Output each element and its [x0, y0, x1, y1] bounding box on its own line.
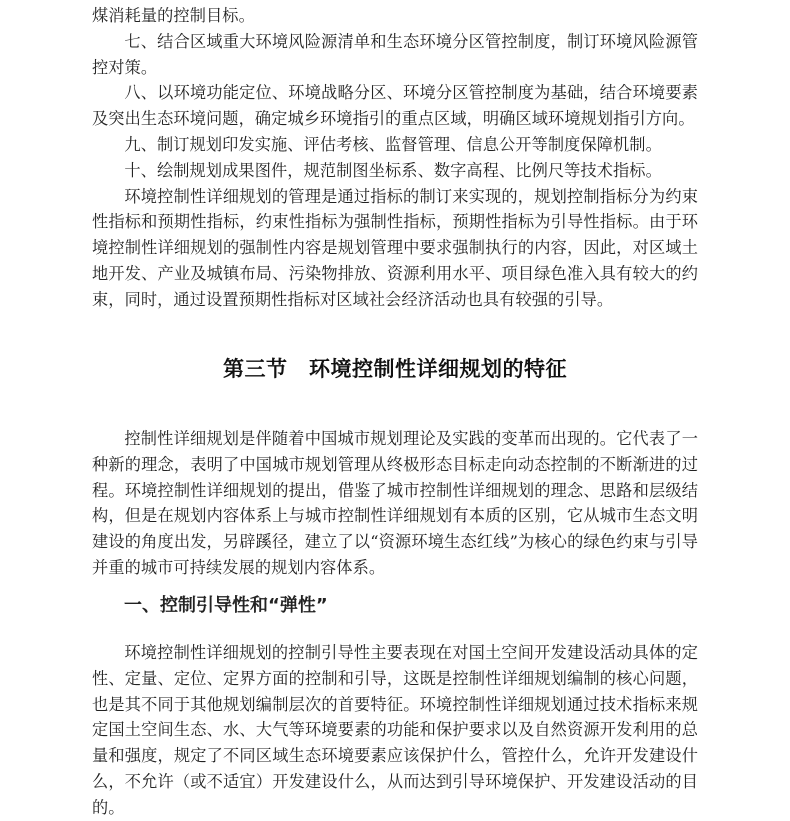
paragraph-control-guidance: 环境控制性详细规划的控制引导性主要表现在对国土空间开发建设活动具体的定性、定量、定位、定界方面的控制和引导，这既是控制性详细规划编制的核心问题，也是其不同于其他规划编制层次的首要特征。环境控制性详细规划通过技术指标来规定国土空间生态、水、大气等环境要素的功能和保护要求以及自然资源开发利用的总量和强度，规定了不同区域生态环境要素应该保护什么，管控什么，允许开发建设什么，不允许（或不适宜）开发建设什么，从而达到引导环境保护、开发建设活动的目的。 [92, 643, 698, 817]
paragraph-item-8: 八、以环境功能定位、环境战略分区、环境分区管控制度为基础，结合环境要素及突出生态环境问题，确定城乡环境指引的重点区域，明确区域环境规划指引方向。 [92, 83, 698, 129]
paragraph-continuation: 煤消耗量的控制目标。 [92, 6, 255, 25]
paragraph-item-10: 十、绘制规划成果图件，规范制图坐标系、数字高程、比例尺等技术指标。 [124, 160, 662, 180]
subsection-heading: 一、控制引导性和“弹性” [124, 595, 328, 616]
paragraph-intro: 控制性详细规划是伴随着中国城市规划理论及实践的变革而出现的。它代表了一种新的理念，表明了中国城市规划管理从终极形态目标走向动态控制的不断渐进的过程。环境控制性详细规划的提出，借鉴了城市控制性详细规划的理念、思路和层级结构，但是在规划内容体系上与城市控制性详细规划有本质的区别，它从城市生态文明建设的角度出发，另辟蹊径，建立了以“资源环境生态红线”为核心的绿色约束与引导并重的城市可持续发展的规划内容体系。 [92, 429, 698, 577]
section-1-body [92, 3, 698, 313]
paragraph-management: 环境控制性详细规划的管理是通过指标的制订来实现的，规划控制指标分为约束性指标和预期性指标，约束性指标为强制性指标，预期性指标为引导性指标。由于环境控制性详细规划的强制性内容是规划管理中要求强制执行的内容，因此，对区域土地开发、产业及城镇布局、污染物排放、资源利用水平、项目绿色准入具有较大的约束，同时，通过设置预期性指标对区域社会经济活动也具有较强的引导。 [92, 186, 698, 309]
section-2-body [92, 426, 698, 581]
section-3-body [92, 640, 698, 821]
section-heading: 第三节 环境控制性详细规划的特征 [223, 356, 567, 381]
paragraph-item-9: 九、制订规划印发实施、评估考核、监督管理、信息公开等制度保障机制。 [124, 134, 662, 154]
paragraph-item-7: 七、结合区域重大环境风险源清单和生态环境分区管控制度，制订环境风险源管控对策。 [92, 31, 698, 77]
